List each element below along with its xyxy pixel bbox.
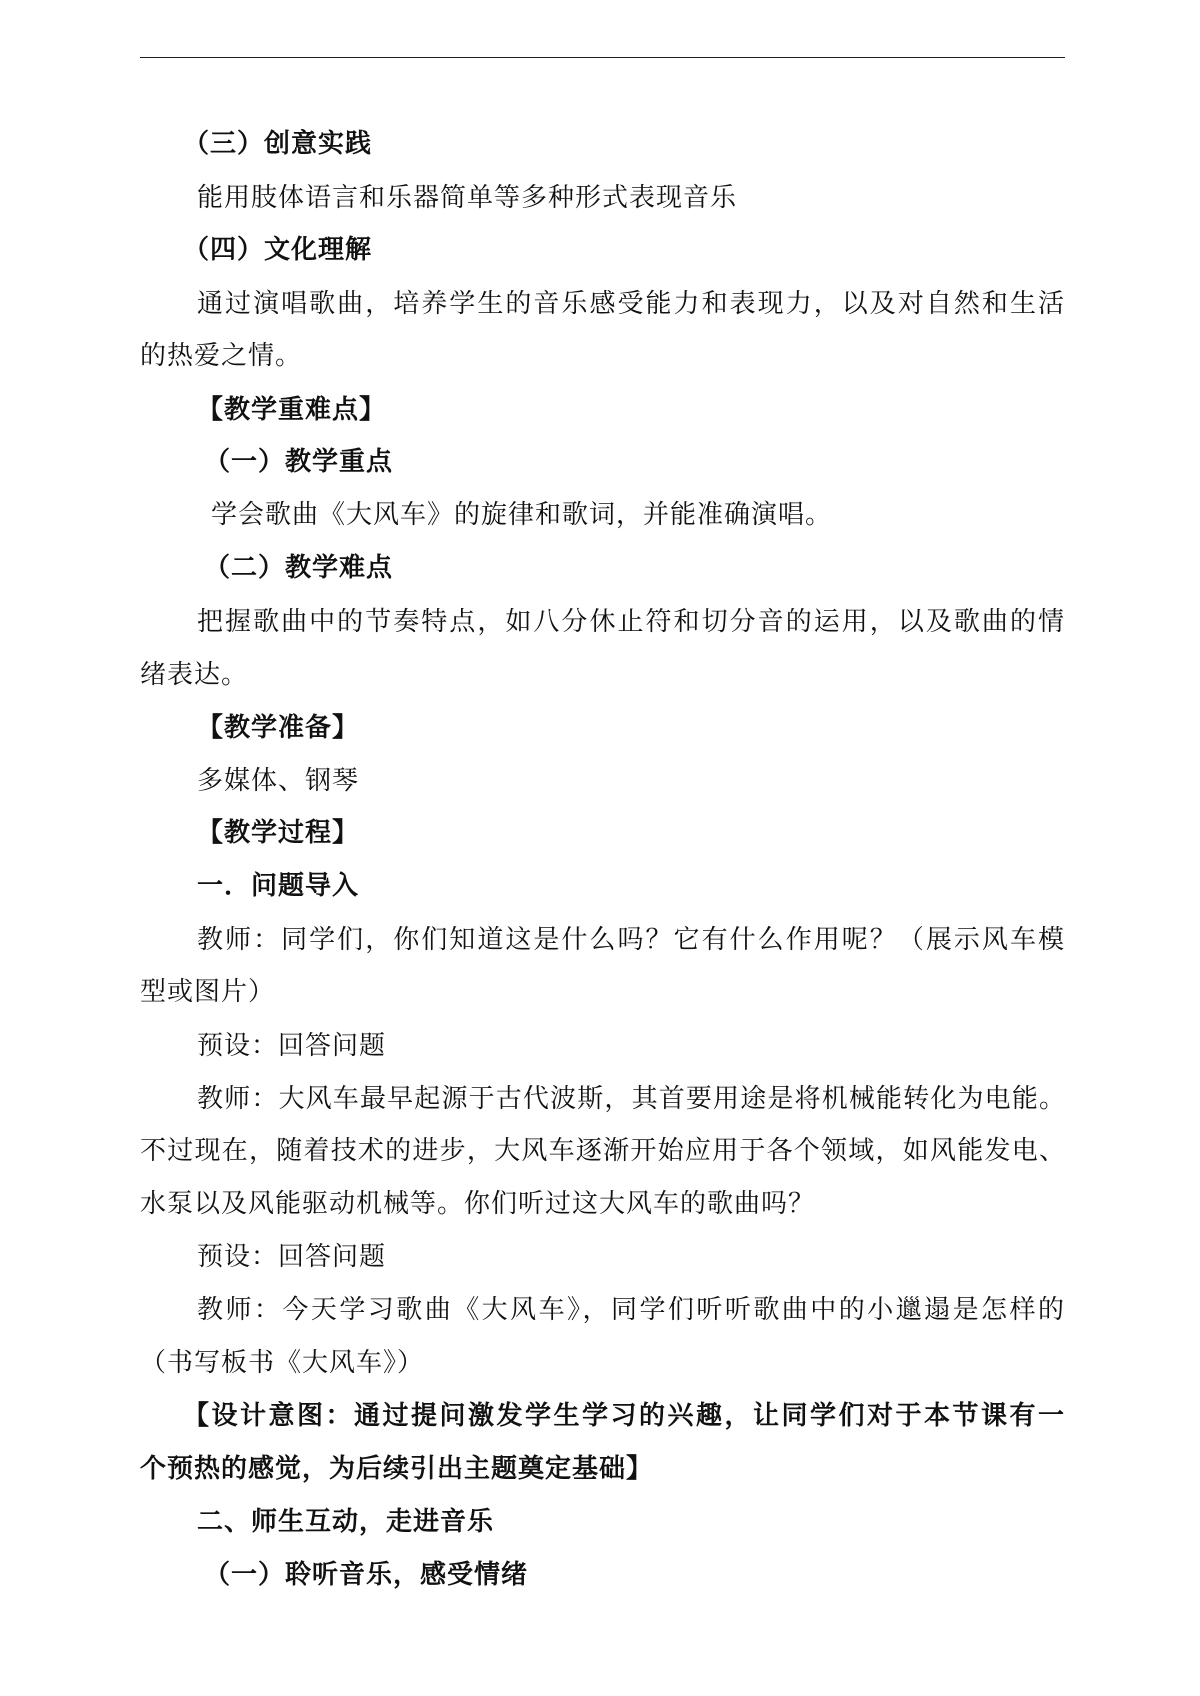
paragraph-teacher-question-line-1: 教师：同学们，你们知道这是什么吗？它有什么作用呢？（展示风车模 [197,925,1065,955]
paragraph-preset-answer-1: 预设：回答问题 [197,1031,387,1061]
subheading-question-intro: 一．问题导入 [197,871,360,901]
paragraph-preset-answer-2: 预设：回答问题 [197,1242,387,1272]
design-intent-line-2: 个预热的感觉，为后续引出主题奠定基础】 [140,1454,654,1484]
paragraph-teaching-preparation: 多媒体、钢琴 [197,766,360,796]
paragraph-cultural-understanding-line-2: 的热爱之情。 [140,341,303,371]
paragraph-teaching-difficulty-line-2: 绪表达。 [140,660,249,690]
paragraph-teacher-song-line-2: （书写板书《大风车》） [140,1348,425,1378]
paragraph-cultural-understanding-line-1: 通过演唱歌曲，培养学生的音乐感受能力和表现力，以及对自然和生活 [197,289,1065,319]
paragraph-teaching-focus: 学会歌曲《大风车》的旋律和歌词，并能准确演唱。 [211,500,833,530]
section-heading-teaching-preparation: 【教学准备】 [197,713,360,743]
paragraph-teacher-windmill-line-3: 水泵以及风能驱动机械等。你们听过这大风车的歌曲吗？ [140,1189,816,1219]
section-heading-teaching-process: 【教学过程】 [197,818,360,848]
design-intent-line-1: 【设计意图：通过提问激发学生学习的兴趣，让同学们对于本节课有一 [183,1401,1065,1431]
paragraph-teacher-windmill-line-2: 不过现在，随着技术的进步，大风车逐渐开始应用于各个领域，如风能发电、 [140,1136,1065,1166]
section-heading-key-difficult-points: 【教学重难点】 [197,395,387,425]
subheading-teaching-difficulty: （二）教学难点 [204,553,394,583]
paragraph-creative-practice: 能用肢体语言和乐器简单等多种形式表现音乐 [197,183,738,213]
header-rule [140,57,1065,58]
paragraph-teaching-difficulty-line-1: 把握歌曲中的节奏特点，如八分休止符和切分音的运用，以及歌曲的情 [197,607,1065,637]
paragraph-teacher-windmill-line-1: 教师：大风车最早起源于古代波斯，其首要用途是将机械能转化为电能。 [197,1084,1065,1114]
subheading-listen-to-music: （一）聆听音乐，感受情绪 [204,1560,529,1590]
subheading-teaching-focus: （一）教学重点 [204,447,394,477]
subheading-teacher-student-interaction: 二、师生互动，走进音乐 [197,1507,495,1537]
paragraph-teacher-song-line-1: 教师：今天学习歌曲《大风车》，同学们听听歌曲中的小邋遢是怎样的 [197,1295,1065,1325]
paragraph-teacher-question-line-2: 型或图片） [140,977,276,1007]
section-heading-creative-practice: （三）创意实践 [183,129,373,159]
section-heading-cultural-understanding: （四）文化理解 [183,235,373,265]
